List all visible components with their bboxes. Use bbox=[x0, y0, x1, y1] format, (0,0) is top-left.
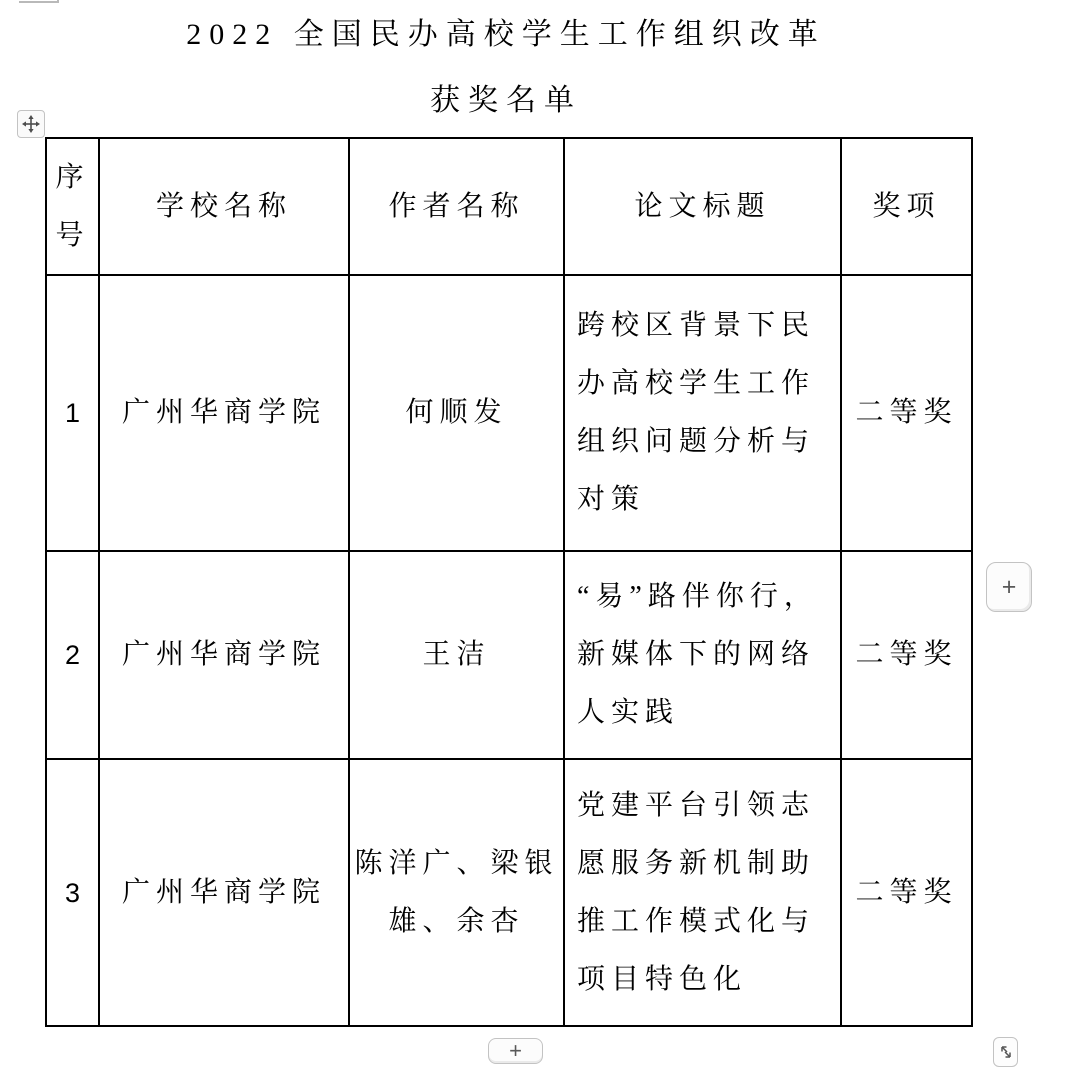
table-row bbox=[46, 275, 972, 551]
header-cell-school[interactable]: 学校名称 bbox=[99, 138, 349, 275]
header-cell-award[interactable]: 奖项 bbox=[841, 138, 972, 275]
school-cell[interactable]: 广州华商学院 bbox=[99, 551, 349, 759]
school-cell[interactable]: 广州华商学院 bbox=[99, 759, 349, 1026]
author-cell[interactable]: 陈洋广、梁银雄、余杏 bbox=[349, 759, 564, 1026]
school-cell[interactable]: 广州华商学院 bbox=[99, 275, 349, 551]
paper-cell[interactable]: “易”路伴你行，新媒体下的网络人实践 bbox=[564, 551, 841, 759]
table-move-handle[interactable] bbox=[17, 110, 45, 138]
doc-title-line2[interactable]: 获奖名单 bbox=[430, 84, 582, 117]
doc-heading bbox=[0, 2, 1012, 134]
award-cell[interactable]: 二等奖 bbox=[841, 551, 972, 759]
add-column-button[interactable] bbox=[986, 562, 1032, 612]
header-cell-paper[interactable]: 论文标题 bbox=[564, 138, 841, 275]
award-cell[interactable]: 二等奖 bbox=[841, 759, 972, 1026]
award-table bbox=[45, 137, 973, 1027]
header-cell-seq[interactable]: 序号 bbox=[46, 138, 99, 275]
author-cell[interactable]: 王洁 bbox=[349, 551, 564, 759]
plus-icon: + bbox=[509, 1038, 522, 1063]
paper-cell[interactable]: 跨校区背景下民办高校学生工作组织问题分析与对策 bbox=[564, 275, 841, 551]
seq-cell[interactable]: 1 bbox=[46, 275, 99, 551]
plus-icon: + bbox=[1001, 572, 1017, 601]
resize-expand-icon bbox=[998, 1042, 1014, 1062]
move-icon bbox=[22, 115, 40, 133]
award-cell[interactable]: 二等奖 bbox=[841, 275, 972, 551]
add-row-button[interactable] bbox=[488, 1038, 543, 1064]
doc-title-line1[interactable]: 2022 全国民办高校学生工作组织改革 bbox=[186, 18, 826, 51]
table-row bbox=[46, 551, 972, 759]
seq-cell[interactable]: 2 bbox=[46, 551, 99, 759]
paper-cell[interactable]: 党建平台引领志愿服务新机制助推工作模式化与项目特色化 bbox=[564, 759, 841, 1026]
seq-cell[interactable]: 3 bbox=[46, 759, 99, 1026]
author-cell[interactable]: 何顺发 bbox=[349, 275, 564, 551]
table-row bbox=[46, 759, 972, 1026]
table-resize-handle[interactable] bbox=[993, 1037, 1018, 1067]
table-header-row bbox=[46, 138, 972, 275]
header-cell-authors[interactable]: 作者名称 bbox=[349, 138, 564, 275]
